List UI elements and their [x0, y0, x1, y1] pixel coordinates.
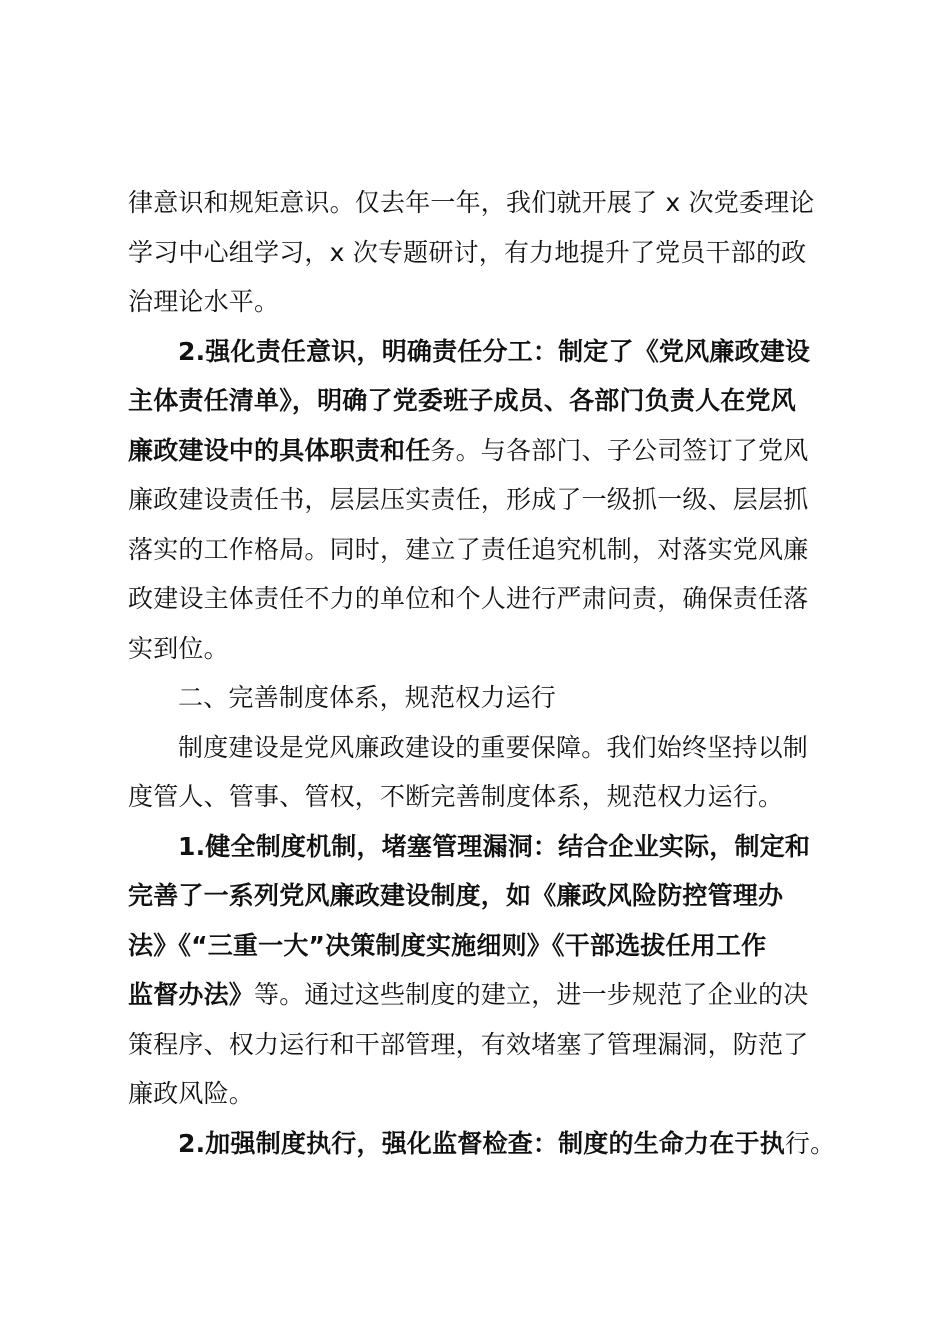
bold-run: 监督办法》 [128, 980, 255, 1009]
section-heading [128, 673, 838, 723]
bold-run: 廉政建设中的具体职责和任 [128, 435, 431, 465]
text-line [128, 277, 838, 327]
normal-run: 廉政风险。 [128, 1079, 255, 1108]
normal-run: 二、完善制度体系，规范权力运行 [178, 683, 557, 712]
text-line [128, 426, 838, 476]
normal-run: 策程序、权力运行和干部管理，有效堵塞了管理漏洞，防范了 [128, 1029, 809, 1059]
text-line [128, 228, 838, 278]
normal-run: 务。与各部门、子公司签订了党风 [430, 435, 809, 465]
normal-run: 廉政建设责任书，层层压实责任，形成了一级抓一级、层层抓 [128, 485, 809, 514]
text-line [128, 723, 838, 773]
text-line [128, 574, 838, 624]
text-line [128, 871, 838, 921]
normal-run: 政建设主体责任不力的单位和个人进行严肃问责，确保责任落 [128, 584, 809, 613]
bold-run: 完善了一系列党风廉政建设制度，如《廉政风险防控管理办 [128, 881, 784, 910]
text-line [128, 327, 838, 377]
normal-run: 度管人、管事、管权，不断完善制度体系，规范权力运行。 [128, 782, 784, 811]
normal-run: 制度建设是党风廉政建设的重要保障。我们始终坚持以制 [178, 732, 809, 762]
text-line [128, 822, 838, 872]
text-line [128, 1020, 838, 1070]
text-line [128, 475, 838, 525]
normal-run: 律意识和规矩意识。仅去年一年，我们就开展了 x 次党委理论 [128, 188, 815, 217]
bold-run: 1.健全制度机制，堵塞管理漏洞：结合企业实际，制定和 [178, 831, 811, 861]
text-line [128, 772, 838, 822]
normal-run: 等。通过这些制度的建立，进一步规范了企业的决 [254, 980, 809, 1009]
bold-run: 2.加强制度执行，强化监督检查：制度的生命力在于执 [178, 1128, 785, 1158]
bold-run: 2.强化责任意识，明确责任分工：制定了《党风廉政建设 [178, 336, 811, 366]
bold-run: 法》《“三重一大”决策制度实施细则》《干部选拔任用工作 [128, 930, 767, 960]
body-text [128, 178, 838, 1168]
normal-run: 治理论水平。 [128, 287, 280, 316]
bold-run: 主体责任清单》，明确了党委班子成员、各部门负责人在党风 [128, 386, 796, 415]
text-line [128, 624, 838, 674]
normal-run: 落实的工作格局。同时，建立了责任追究机制，对落实党风廉 [128, 534, 809, 564]
text-line [128, 178, 838, 228]
text-line [128, 1119, 838, 1169]
normal-run: 实到位。 [128, 633, 229, 663]
text-line [128, 1069, 838, 1119]
normal-run: 行。 [784, 1128, 836, 1158]
text-line [128, 376, 838, 426]
text-line [128, 970, 838, 1020]
text-line [128, 921, 838, 971]
text-line [128, 525, 838, 575]
normal-run: 学习中心组学习，x 次专题研讨，有力地提升了党员干部的政 [128, 237, 807, 267]
